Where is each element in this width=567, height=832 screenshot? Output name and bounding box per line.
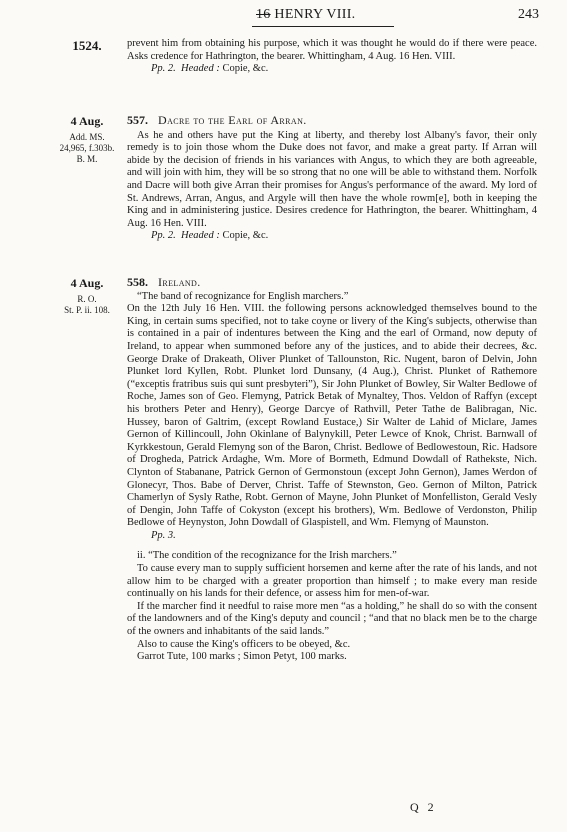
- entry-557-date: 4 Aug.: [70, 114, 104, 128]
- year-label: 1524.: [72, 38, 102, 53]
- entry-558-quote-1: “The band of recognizance for English marchers.”: [137, 290, 349, 302]
- entry-558: [127, 276, 537, 664]
- entry-557-source-3: B. M.: [76, 154, 98, 164]
- entry-558-heading: [127, 276, 537, 289]
- entry-558-text-3: If the marcher find it needful to raise more men “as a holding,” he shall do so with the consent of the landowners and of the King's deputy and council ; “and that no black men be to the charge of the owners and inhabitants of the said lands.”: [127, 600, 537, 638]
- continued-note-rest: Copie, &c.: [222, 63, 269, 75]
- continued-note-pp: Pp. 2.: [151, 63, 176, 75]
- entry-557-margin: [52, 114, 122, 165]
- running-header: [0, 4, 567, 26]
- entry-558-text-4: Also to cause the King's officers to be obeyed, &c.: [137, 638, 351, 650]
- header-rule: [252, 26, 394, 27]
- entry-558-text-2: To cause every man to supply sufficient horsemen and kerne after the rate of his lands, and not allow him to be charged with a greater proportion than himself ; to make every man reside continually on his lands for their defence, or assess him for men-of-war.: [127, 563, 537, 600]
- entry-557-number: 557.: [127, 113, 148, 127]
- entry-558-quote-2: ii. “The condition of the recognizance for the Irish marchers.”: [137, 550, 397, 562]
- running-title: [256, 7, 355, 23]
- entry-558-pp: [127, 530, 537, 543]
- entry-558-source-1: R. O.: [77, 294, 97, 304]
- entry-557-note-pp: Pp. 2.: [151, 230, 176, 242]
- entry-558-title: Ireland.: [158, 275, 201, 289]
- entry-557: [127, 114, 537, 243]
- entry-557-source-2: 24,965, f.303b.: [59, 143, 115, 153]
- entry-558-text-5: Garrot Tute, 100 marks ; Simon Petyt, 100 marks.: [137, 651, 347, 663]
- continued-note: [127, 63, 537, 76]
- entry-558-margin: [52, 276, 122, 316]
- entry-558-pp-text: Pp. 3.: [151, 529, 176, 541]
- entry-557-note: [127, 230, 537, 243]
- continued-text: prevent him from obtaining his purpose, which it was thought he would do if there were peace. Asks credence for Hathrington, the bearer. Whittingham, 4 Aug. 16 Hen. VIII.: [127, 38, 537, 62]
- entry-558-number: 558.: [127, 275, 148, 289]
- entry-558-text-1: On the 12th July 16 Hen. VIII. the following persons acknowledged themselves bound to the King, in certain sums specified, not to take coyne or livery of the King's subjects, otherwise than is contained in a pair of indentures between the King and the earl of Ormand, now deputy of Ireland, to appear when summoned before any of the justices, and to abide their decrees, &c. George Drake of Drakeath, Oliver Plunket of Tallounston, Ric. Nugent, baron of Delvin, John Plunket lord Kyllen, Robt. Plunket lord Dunsany, (4 Aug.), Christ. Plunket of Rathemore (“exceptis fratribus suis qui sunt presbyteri”), Sir John Plunket of Bowley, Sir Walter Bedlowe of Roche, James son of Geo. Flemyng, Patrick Betak of Mynaltey, Thos. Veldon of Raffyn (except his brothers Peter and Henry), George Darcye of Rathvill, Peter Tathe de Balibragan, Nic. Hussey, baron of Galtrim, (except Rowland Eustace,) Sir Walter de Lahid of Miclare, James Gernon of Killincoull, John Okinlane of Balynykill, Peter Lewce of Knok, Christ. Barnwall of Kyrkkestoun, Gerald Flemyng son of the Baron, Christ. Bedlowe of Bedlowestoun, Ric. Hadsore of Drogheda, Patrick Ardaghe, Wm. More of Bormeth, Edmund Dowdall of Rathekste, Nich. Clynton of Stabanane, Patrick Gernon of Germonstoun (except John Gernon), James Werdon of Glonecyr, Thos. Babe of Derver, Christ. Taffe of Stewnston, Geo. Gernon of Milton, Patrick Chamerlyn of Sysly Rathe, Robt. Gernon of Mayne, John Plunket of Monfelliston, Gerald Vesly of Dengin, John Taffe of Cokyston (except his brothers), Wm. Bedlowe of Verdonston, Philip Bedlowe of Heynyston, John Dowdall of Glaspistell, and Wm. Flemyng of Maunston.: [127, 303, 537, 529]
- entry-557-heading: [127, 114, 537, 127]
- continued-entry: [127, 38, 537, 76]
- entry-557-note-rest: Copie, &c.: [222, 230, 269, 242]
- page-number: 243: [518, 7, 539, 22]
- entry-557-title: Dacre to the Earl of Arran.: [158, 113, 307, 127]
- entry-557-source-1: Add. MS.: [69, 132, 105, 142]
- running-title-number: 16: [256, 7, 271, 22]
- signature-mark: Q 2: [410, 800, 437, 814]
- entry-558-source-2: St. P. ii. 108.: [64, 305, 110, 315]
- running-title-text: HENRY VIII.: [270, 7, 356, 22]
- entry-557-note-headed: Headed :: [181, 230, 220, 242]
- entry-557-text: As he and others have put the King at liberty, and thereby lost Albany's favor, their only remedy is to join those whom the Duke does not favor, and make a great party. If Arran will abide by the decision of friends in his variances with Angus, to which they are both agreeable, and will join with him, they will be so strong that no one will be able to withstand them. Norfolk and Dacre will both give Arran their promises for Angus's performance of the award. My lord of St. Andrews, Arran, Angus, and Argyle will then have the whole rowm[e], both in keeping the King and in administering justice. Desires credence for Hathrington, the bearer. Whittingham, 4 Aug. 16 Hen. VIII.: [127, 129, 537, 229]
- margin-year: [52, 40, 122, 51]
- continued-note-headed: Headed :: [181, 63, 220, 75]
- entry-558-date: 4 Aug.: [70, 276, 104, 290]
